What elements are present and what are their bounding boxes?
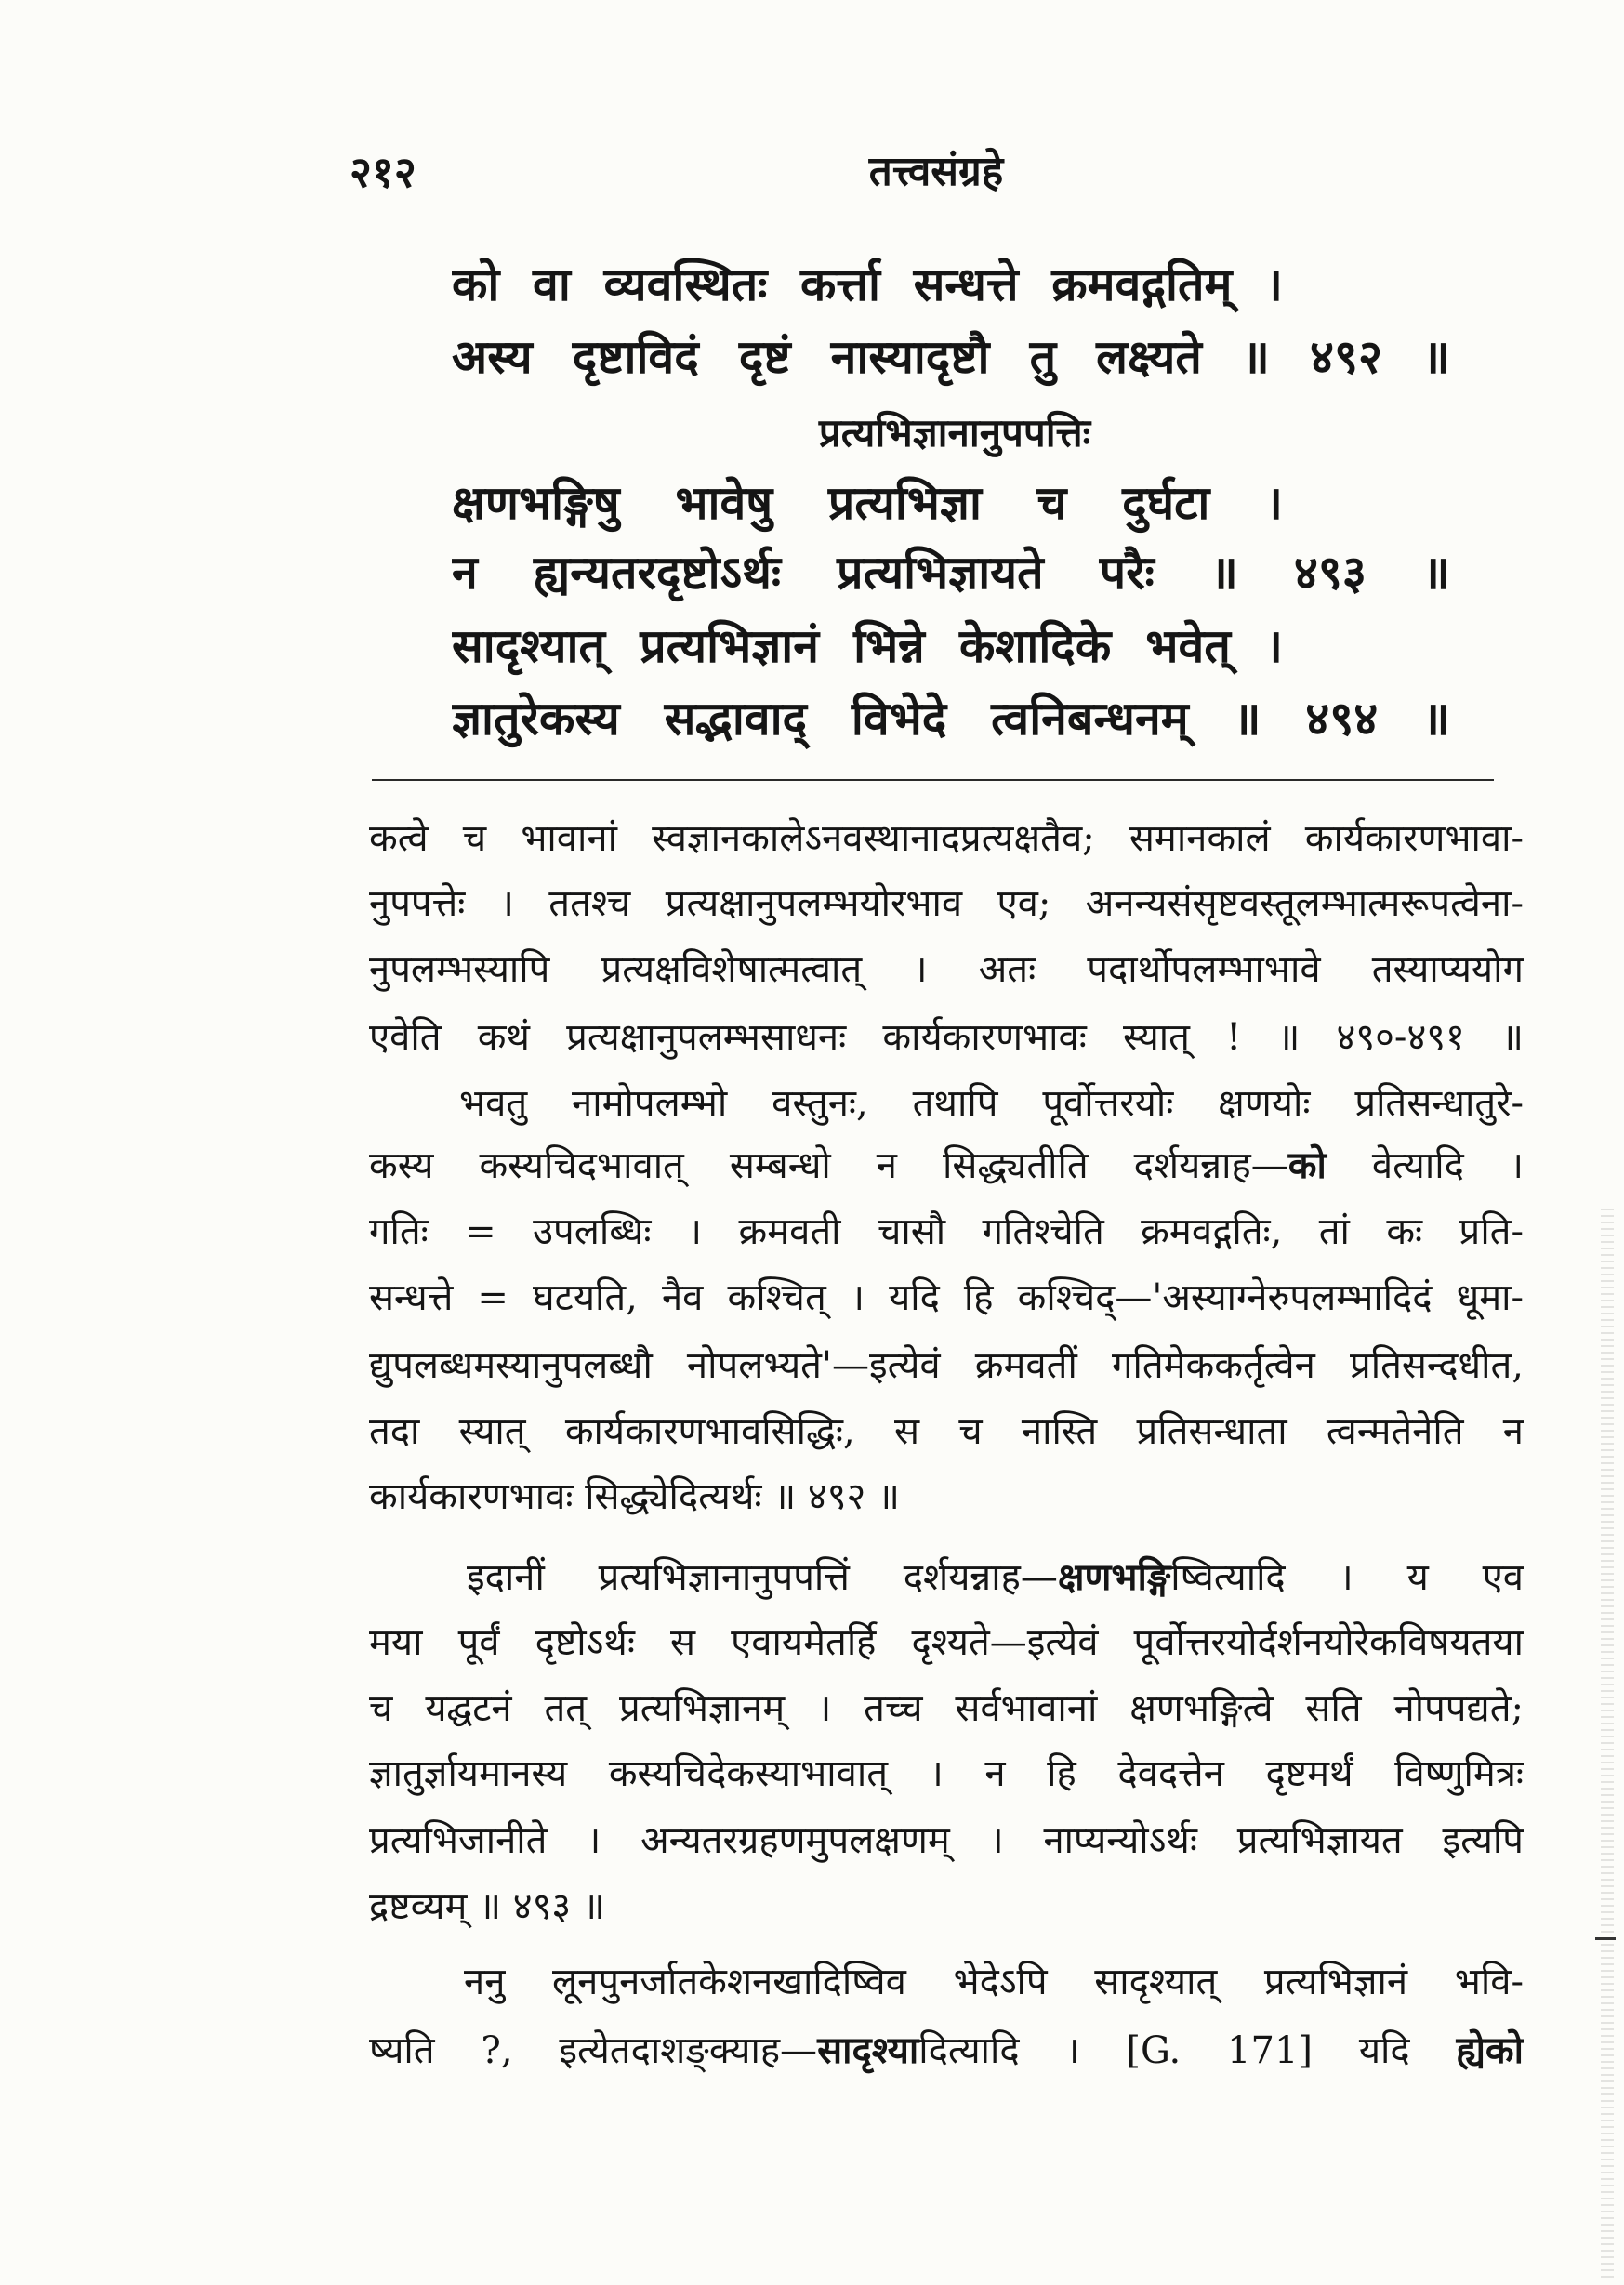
commentary-line: तदा स्यात् कार्यकारणभावसिद्धिः, स च नास्ति प्रतिसन्धाता त्वन्मतेनेति न bbox=[369, 1410, 1524, 1453]
commentary-line: द्युपलब्धमस्यानुपलब्धौ नोपलभ्यते'—इत्येवं क्रमवतीं गतिमेककर्तृत्वेन प्रतिसन्दधीत, bbox=[369, 1344, 1524, 1387]
commentary-line: प्रत्यभिजानीते । अन्यतरग्रहणमुपलक्षणम् । नाप्यन्योऽर्थः प्रत्यभिज्ञायत इत्यपि bbox=[369, 1819, 1524, 1862]
section-heading: प्रत्यभिज्ञानानुपपत्तिः bbox=[818, 410, 1091, 456]
separator-rule bbox=[372, 779, 1494, 781]
verse-line: को वा व्यवस्थितः कर्त्ता सन्धत्ते क्रमवद्गतिम् । bbox=[452, 257, 1283, 311]
commentary-text: इदानीं प्रत्यभिज्ञानानुपपत्तिं दर्शयन्नाह— bbox=[467, 1556, 1058, 1599]
commentary-line: नुपलम्भस्यापि प्रत्यक्षविशेषात्मत्वात् । अतः पदार्थोपलम्भाभावे तस्याप्ययोग bbox=[369, 948, 1524, 991]
commentary-text: कस्य कस्यचिदभावात् सम्बन्धो न सिद्ध्यतीति दर्शयन्नाह— bbox=[369, 1144, 1288, 1187]
commentary-line: ननु लूनपुनर्जातकेशनखादिष्विव भेदेऽपि सादृश्यात् प्रत्यभिज्ञानं भवि- bbox=[464, 1961, 1524, 2003]
commentary-line: द्रष्टव्यम् ॥ ४९३ ॥ bbox=[369, 1885, 605, 1928]
lemma-bold: सादृश्या bbox=[817, 2028, 919, 2072]
page-number: २१२ bbox=[350, 147, 416, 197]
commentary-line: नुपपत्तेः । ततश्च प्रत्यक्षानुपलम्भयोरभाव एव; अनन्यसंसृष्टवस्तूलम्भात्मरूपत्वेना- bbox=[369, 882, 1524, 925]
commentary-line: गतिः = उपलब्धिः । क्रमवती चासौ गतिश्चेति क्रमवद्गतिः, तां कः प्रति- bbox=[369, 1210, 1524, 1253]
verse-line: न ह्यन्यतरदृष्टोऽर्थः प्रत्यभिज्ञायते परैः ॥ ४९३ ॥ bbox=[452, 545, 1450, 600]
lemma-bold: ह्येको bbox=[1456, 2028, 1524, 2072]
lemma-bold: को bbox=[1287, 1143, 1327, 1187]
commentary-text: ष्वित्यादि । य एव bbox=[1170, 1556, 1524, 1599]
commentary-line: कार्यकारणभावः सिद्ध्येदित्यर्थः ॥ ४९२ ॥ bbox=[369, 1475, 900, 1518]
commentary-line: सन्धत्ते = घटयति, नैव कश्चित् । यदि हि कश्चिद्—'अस्याग्नेरुपलम्भादिदं धूमा- bbox=[369, 1276, 1524, 1319]
lemma-bold: क्षणभङ्गि bbox=[1057, 1555, 1171, 1599]
commentary-line: च यद्घटनं तत् प्रत्यभिज्ञानम् । तच्च सर्वभावानां क्षणभङ्गित्वे सति नोपपद्यते; bbox=[369, 1687, 1524, 1730]
verse-line: क्षणभङ्गिषु भावेषु प्रत्यभिज्ञा च दुर्घटा । bbox=[452, 475, 1283, 530]
commentary-text: ष्यति ?, इत्येतदाशङ्क्याह— bbox=[369, 2029, 818, 2072]
commentary-line bbox=[369, 1139, 1524, 1193]
scan-edge-mark bbox=[1595, 1937, 1616, 1940]
scan-edge-noise bbox=[1601, 1209, 1614, 2278]
verse-line: ज्ञातुरेकस्य सद्भावाद् विभेदे त्वनिबन्धनम् ॥ ४९४ ॥ bbox=[452, 691, 1450, 746]
commentary-line bbox=[369, 2024, 1524, 2078]
commentary-line: मया पूर्वं दृष्टोऽर्थः स एवायमेतर्हि दृश्यते—इत्येवं पूर्वोत्तरयोर्दर्शनयोरेकविषयतया bbox=[369, 1621, 1524, 1664]
running-title: तत्त्वसंग्रहे bbox=[868, 148, 1004, 195]
verse-line: सादृश्यात् प्रत्यभिज्ञानं भिन्ने केशादिके भवेत् । bbox=[452, 618, 1283, 673]
commentary-line: कत्वे च भावानां स्वज्ञानकालेऽनवस्थानादप्रत्यक्षतैव; समानकालं कार्यकारणभावा- bbox=[369, 817, 1524, 860]
commentary-text: दित्यादि । [G. 171] यदि bbox=[918, 2029, 1457, 2072]
commentary-line: ज्ञातुर्ज्ञायमानस्य कस्यचिदेकस्याभावात् । न हि देवदत्तेन दृष्टमर्थं विष्णुमित्रः bbox=[369, 1752, 1524, 1795]
commentary-text: वेत्यादि । bbox=[1326, 1144, 1524, 1187]
verse-line: अस्य दृष्टाविदं दृष्टं नास्यादृष्टौ तु लक्ष्यते ॥ ४९२ ॥ bbox=[452, 329, 1450, 384]
commentary-line: भवतु नामोपलम्भो वस्तुनः, तथापि पूर्वोत्तरयोः क्षणयोः प्रतिसन्धातुरे- bbox=[459, 1082, 1524, 1125]
commentary-line: एवेति कथं प्रत्यक्षानुपलम्भसाधनः कार्यकारणभावः स्यात् ! ॥ ४९०-४९१ ॥ bbox=[369, 1016, 1524, 1059]
commentary-line bbox=[467, 1551, 1524, 1605]
